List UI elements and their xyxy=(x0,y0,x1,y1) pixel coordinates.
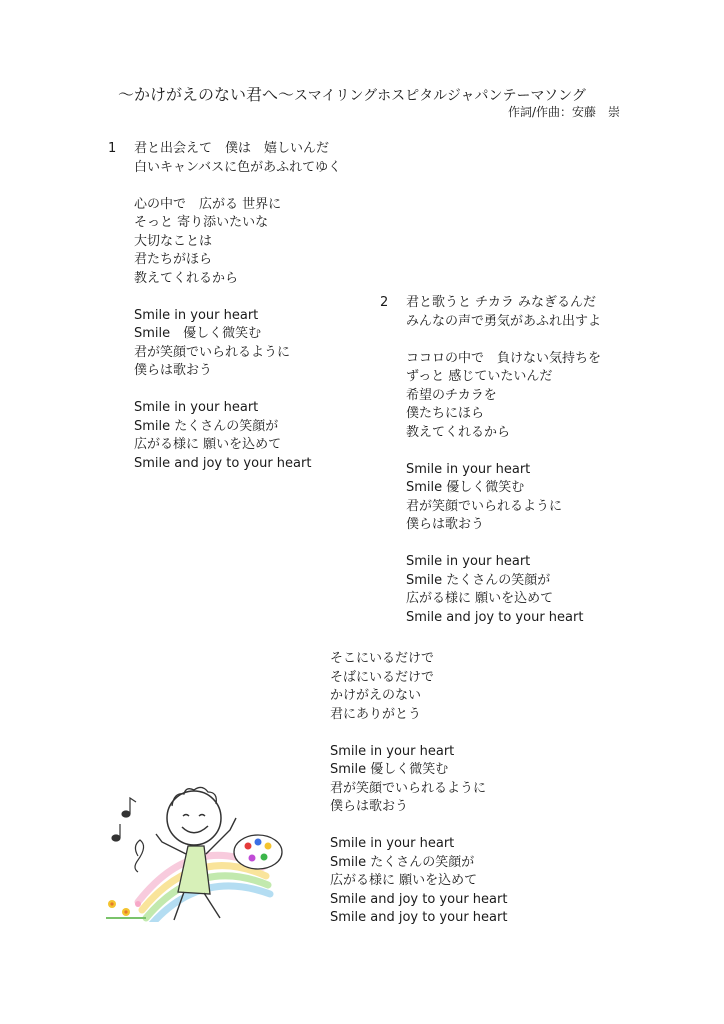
lyric-line: 僕らは歌おう xyxy=(406,517,485,532)
lyric-line: Smile 優しく微笑む xyxy=(134,326,262,341)
lyric-line: 君が笑顔でいられるように xyxy=(134,344,291,360)
stanza-gap xyxy=(134,381,341,400)
verse-2-number: 2 xyxy=(380,295,389,310)
lyric-line: 心の中で 広がる 世界に xyxy=(134,196,282,212)
lyric-line: Smile たくさんの笑顔が xyxy=(406,572,551,588)
lyric-line: 君にありがとう xyxy=(330,706,422,722)
lyric-line: そこにいるだけで xyxy=(330,651,435,666)
lyric-line: 僕らは歌おう xyxy=(134,363,213,378)
lyric-line: Smile in your heart xyxy=(330,743,455,759)
stanza-gap xyxy=(406,331,601,350)
lyric-line: Smile in your heart xyxy=(406,461,531,477)
song-credit: 作詞/作曲：安藤 崇 xyxy=(507,105,620,119)
bridge-lyrics xyxy=(330,650,507,928)
verse-1-lyrics xyxy=(134,140,341,473)
lyric-line: ずっと 感じていたいんだ xyxy=(406,369,553,384)
lyric-line: 僕らは歌おう xyxy=(330,799,409,814)
lyric-line: Smile in your heart xyxy=(134,307,259,323)
lyric-line: Smile たくさんの笑顔が xyxy=(330,854,475,870)
verse-2-lyrics xyxy=(406,294,601,627)
lyric-line: 僕たちにほら xyxy=(406,406,485,421)
lyric-line: Smile 優しく微笑む xyxy=(406,480,525,495)
stanza-gap xyxy=(406,535,601,554)
song-title-sub: スマイリングホスピタルジャパンテーマソング xyxy=(294,88,586,104)
song-title-main: ～かけがえのない君へ～ xyxy=(118,85,295,104)
lyric-line: 希望のチカラを xyxy=(406,387,497,403)
stanza-gap xyxy=(134,288,341,307)
lyric-line: そばにいるだけで xyxy=(330,669,435,685)
lyric-line: Smile and joy to your heart xyxy=(330,910,508,925)
lyric-line: Smile たくさんの笑顔が xyxy=(134,418,279,434)
lyric-line: Smile 優しく微笑む xyxy=(330,762,449,777)
lyric-line: 教えてくれるから xyxy=(134,270,239,286)
lyric-line: 大切なことは xyxy=(134,233,213,249)
lyric-line: Smile in your heart xyxy=(134,400,259,415)
verse-1-number: 1 xyxy=(108,141,117,156)
lyric-line: Smile in your heart xyxy=(330,836,455,851)
lyric-line: 君が笑顔でいられるように xyxy=(330,780,487,796)
lyric-line: ココロの中で 負けない気持ちを xyxy=(406,350,602,366)
lyric-line: 教えてくれるから xyxy=(406,424,511,440)
lyric-line: 広がる様に 願いを込めて xyxy=(330,873,478,888)
lyric-line: そっと 寄り添いたいな xyxy=(134,215,269,230)
lyric-line: かけがえのない xyxy=(330,688,422,703)
lyric-line: 君と歌うと チカラ みなぎるんだ xyxy=(406,295,597,310)
stanza-gap xyxy=(406,442,601,461)
lyric-line: 広がる様に 願いを込めて xyxy=(134,437,282,452)
lyric-line: Smile and joy to your heart xyxy=(330,891,508,907)
lyric-line: Smile and joy to your heart xyxy=(134,455,312,471)
song-title xyxy=(118,86,638,105)
child-with-palette-drawing-icon xyxy=(98,772,288,922)
lyric-line: Smile and joy to your heart xyxy=(406,609,584,625)
stanza-gap xyxy=(330,724,507,743)
lyric-line: 君が笑顔でいられるように xyxy=(406,498,563,514)
lyric-line: 白いキャンバスに色があふれてゆく xyxy=(134,159,342,175)
stanza-gap xyxy=(134,177,341,196)
lyric-line: Smile in your heart xyxy=(406,554,531,569)
lyric-line: 君と出会えて 僕は 嬉しいんだ xyxy=(134,141,330,156)
lyric-line: 君たちがほら xyxy=(134,252,213,267)
lyric-line: みんなの声で勇気があふれ出すよ xyxy=(406,313,602,329)
lyric-line: 広がる様に 願いを込めて xyxy=(406,591,554,606)
stanza-gap xyxy=(330,817,507,836)
